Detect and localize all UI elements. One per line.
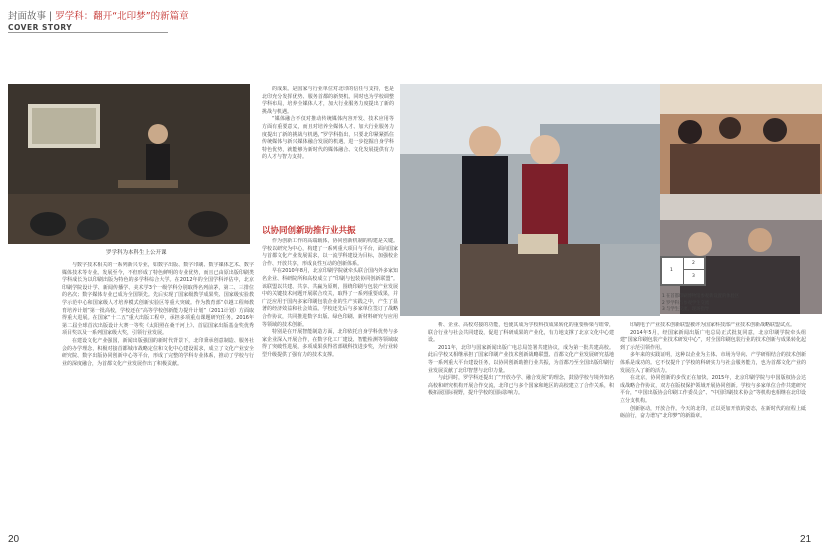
paragraph: 创新驱动，开放合作。今天的北印，正以更加开放的姿态，在新时代的征程上砥砺前行，奋力谱写“北印梦”的新篇章。 <box>620 405 806 420</box>
photo-legend <box>662 294 739 314</box>
header-subtitle: 罗学科：翻开“北印梦”的新篇章 <box>55 11 189 22</box>
paragraph: 在北京，协同创新的步伐正在加快。2015年，北京印刷学院与中国版权协会达成战略合作协议，双方在版权保护领域开展协同创新。学校与多家单位合作共建研究平台，“中国出版协会印刷工作委员会”、“中国印刷技术协会”等机构也相继在北印设立分支机构。 <box>620 375 806 404</box>
legend-box-1-label: 1 <box>670 268 673 273</box>
paragraph: 印刷电子产业技术创新联盟被评为国家科技部产业技术创新战略联盟试点。 <box>630 322 796 328</box>
legend-item: 2 罗学科与参观学生交流 <box>662 300 710 306</box>
lecture-photo-caption: 罗学科为本科生上公开课 <box>106 250 167 256</box>
header-rule <box>8 32 168 33</box>
paragraph: 早在2010年8月，北京印刷学院就牵头联合国内外多家知名企业、科研院所和高校成立了“印刷与包装协同创新联盟”。该联盟以共建、共享、共赢为原则，围绕印刷与包装产业发展中的关键技术问题开展联合攻关，取得了一系列重要成果，并广泛应用于国内多家印刷包装企业的生产实践之中，产生了显著的经济效益和社会效益。学校还先后与多家单位签订了战略合作协议，共同推进数字出版、绿色印刷、新材料研究与应用等领域的技术创新。 <box>262 268 398 328</box>
p20-bottom-right-column <box>262 238 398 544</box>
legend-box-1 <box>661 257 685 285</box>
page-number-right: 21 <box>800 534 812 545</box>
paragraph: 多年来的实践证明，这种以企业为主体、市场为导向、产学研相结合的技术创新体系是成功的。它不仅提升了学校的科研实力与社会服务能力，也为首都文化产业的发展注入了新的活力。 <box>620 352 806 374</box>
legend-item: 3 与学生交流，现场指导 <box>662 307 710 312</box>
section-heading: 以协同创新助推行业共振 <box>262 226 356 236</box>
paragraph: 与数字技术相关的一系列新兴专业，如数字出版、数字印刷、数字媒体艺术、数字媒体技术等专业。发展至今，不但形成了特色鲜明的专业优势，而且已由原出版印刷类学科成长为以印刷出版为特色的多学科综合大学。在2012年的全国学科评估中，北京印刷学院设计学、新闻传播学、美术学3个一级学科分别取得名列前茅，第二、三排位的名次；数字媒体专业已成为全国领先。先后实现了国家级教学成果奖、国家级实验教学示范中心和国家级人才培养模式创新实验区等重大突破。作为教育部“卓越工程师教育培养计划”第一批高校，学校还在“高等学校创新能力提升计划”（2011计划）方面取得重大进展。在国家“十二五”重大出版工程中，承担多项重点课题研究任务。2016年第二届全球首次出版设计大赛一等奖《太阳照在桑干河上》、首届国家出版基金奖优秀项目奖以及一系列国家级大奖，引领行业发展。 <box>62 262 254 337</box>
paragraph: 特别是在开展智能制造方面，北印依托自身学科优势与多家企业深入开展合作，在数字化工厂建设、智能检测等领域取得了突破性进展，多项成果获得省部级科技进步奖，为行业转型升级提供了强有力的技术支撑。 <box>262 329 398 358</box>
paragraph: 作为创新工作的高端载体，协同创新机制的构建是关键。学校以研究为中心，构建了一系列重大项目与平台，面向国家与首都文化产业发展需求，以一流学科建设为目标，加强校企合作、开放共享，形成良性互动的创新体系。 <box>262 238 398 267</box>
paragraph: 2011年，北印与国家新闻出版广电总局签署共建协议，成为第一批共建高校。此后学校又相继承担了国家印刷产业技术创新战略联盟、首都文化产业发展研究基地等一系列重大平台建设任务，以协同创新助推行业共振，为首都乃至全国出版印刷行业发展贡献了北印智慧与北印力量。 <box>428 344 614 374</box>
exhibit-photo <box>400 84 660 316</box>
page-number-left: 20 <box>8 534 20 545</box>
legend-box-3 <box>683 269 705 285</box>
header-title-line: 封面故事 | 罗学科：翻开“北印梦”的新篇章 <box>8 11 189 22</box>
paragraph: 在建设文化产业强国，新闻出版强国的新时代背景下，北印秉承创意制造、服务社会的办学理念，积极对接首都城市战略定位和文化中心建设需求，成立了文化产业安全研究院、数字出版协同创新中心等平台，形成了完整的学科专业体系，推动了学校与行业的深度融合，为首都文化产业发展作出了积极贡献。 <box>62 337 254 367</box>
p20-right-column <box>262 86 394 216</box>
legend-box-3-label: 3 <box>692 274 695 279</box>
page-header <box>8 8 189 32</box>
students-photo <box>660 84 822 194</box>
p20-left-column <box>62 262 254 544</box>
legend-diagram <box>660 256 706 286</box>
p21-mid-column <box>428 322 614 546</box>
paragraph: 析、企业、高校对接的功能，也使其成为学校科技成果转化的重要桥梁与纽带，联合行业与社会共同建设，促进了科研成果的产业化，有力地支撑了北京文化中心建设。 <box>428 322 614 344</box>
p21-right-column <box>620 322 806 546</box>
header-section: 封面故事 <box>8 11 47 22</box>
lecture-photo <box>8 84 250 244</box>
paragraph: 与此同时，罗学科还提出了“开放办学、融合发展”的理念，鼓励学校与境外知名高校和研究机构开展合作交流，北印已与多个国家和地区的高校建立了合作关系，积极拓展国际视野，提升学校的国际影响力。 <box>428 375 614 397</box>
paragraph: “媒体融合不仅对推动传统媒体内容开发、技术应用等方面有重要意义，而且对培养全媒体人才、加大行业服务力度提出了新的挑战与机遇，”罗学科指出，只要北印紧紧抓住传统媒体与新兴媒体融合发展的机遇，进一步挖掘自身学科特色优势，就能够为新时代的媒体融合、文化发展提供有力的人才与智力支持。 <box>262 116 394 161</box>
paragraph: 2014年5月，经国家新闻出版广电总局正式批复同意，北京印刷学院牵头组建“国家印刷包装产业技术研发中心”，对全国印刷包装行业的技术创新与成果转化起到了示范引领作用。 <box>620 329 806 351</box>
header-english: COVER STORY <box>8 23 73 32</box>
legend-item: 1 在首都印刷博物馆参观新设置的体验区 <box>662 294 740 299</box>
paragraph: 的成果。是国家与行业单位对北印的信任与支持，也是北印充分发挥优势、服务首都的新契机。同时也为学校调整学科布局，培养全媒体人才，加大行业服务力度提出了新的挑战与机遇。 <box>262 86 394 115</box>
legend-box-2-label: 2 <box>692 261 695 266</box>
